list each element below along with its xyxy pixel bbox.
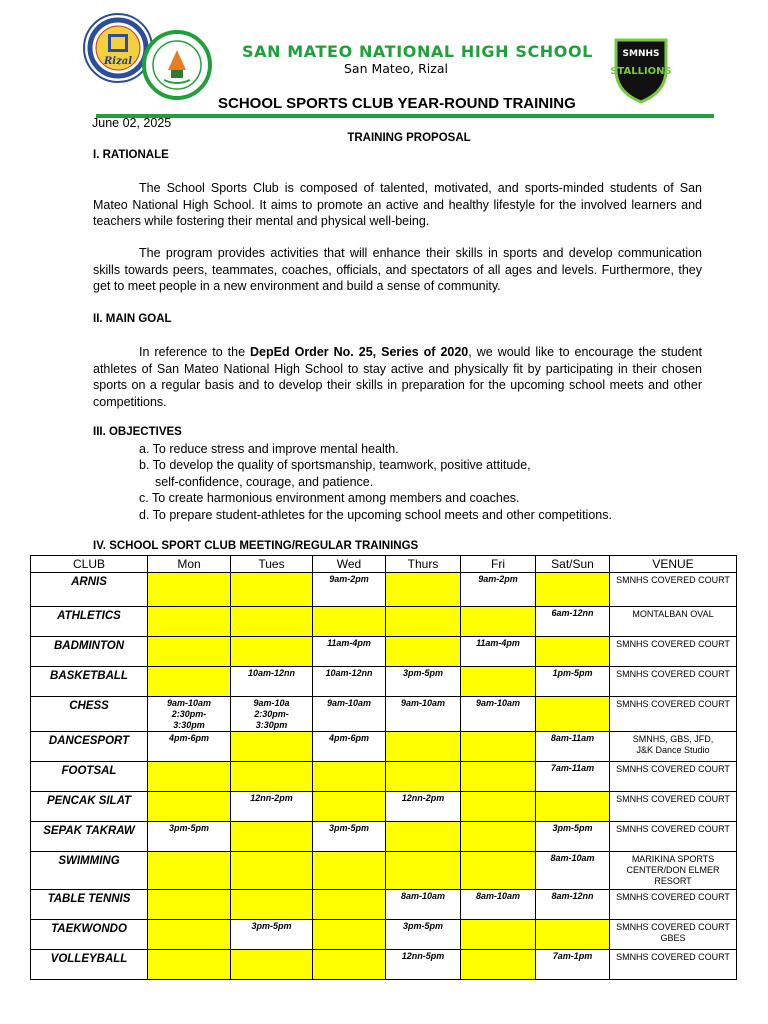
rationale-paragraph-2: The program provides activities that will enhance their skills in sports and develop communication skills towards peers, teammates, coaches, officials, and spectators of all ages and levels. Furthermore, they get to meet people in a new environment and build a sense of community. — [93, 246, 702, 293]
schedule-cell-time: 8am-11am — [536, 732, 610, 762]
school-location: San Mateo, Rizal — [344, 61, 448, 76]
schedule-cell-highlighted — [461, 732, 536, 762]
venue-cell: SMNHS COVERED COURT — [610, 792, 737, 822]
schedule-cell-highlighted — [148, 762, 231, 792]
schedule-cell-time: 4pm-6pm — [313, 732, 386, 762]
objective-a: a. To reduce stress and improve mental health. — [139, 442, 399, 456]
venue-cell: SMNHS COVERED COURT GBES — [610, 920, 737, 950]
schedule-cell-highlighted — [231, 762, 313, 792]
deped-order-reference: DepEd Order No. 25, Series of 2020 — [250, 345, 469, 359]
schedule-cell-time: 8am-10am — [536, 852, 610, 890]
club-name: SWIMMING — [31, 852, 148, 890]
schedule-cell-time: 3pm-5pm — [231, 920, 313, 950]
schedule-cell-time: 9am-2pm — [313, 573, 386, 607]
logo-right-text: STALLIONS — [610, 66, 672, 77]
venue-cell: SMNHS, GBS, JFD, J&K Dance Studio — [610, 732, 737, 762]
school-seal-icon — [142, 30, 212, 100]
schedule-cell-highlighted — [461, 792, 536, 822]
table-row — [31, 667, 737, 697]
schedule-cell-highlighted — [148, 667, 231, 697]
venue-cell: SMNHS COVERED COURT — [610, 667, 737, 697]
club-name: FOOTSAL — [31, 762, 148, 792]
venue-cell: MARIKINA SPORTS CENTER/DON ELMER RESORT — [610, 852, 737, 890]
schedule-cell-highlighted — [313, 792, 386, 822]
schedule-cell-highlighted — [386, 762, 461, 792]
venue-cell: SMNHS COVERED COURT — [610, 950, 737, 980]
club-name: BADMINTON — [31, 637, 148, 667]
table-row — [31, 697, 737, 732]
proposal-title: TRAINING PROPOSAL — [347, 132, 471, 144]
training-schedule-table — [30, 555, 737, 980]
table-row — [31, 950, 737, 980]
schedule-cell-highlighted — [148, 852, 231, 890]
table-row — [31, 890, 737, 920]
table-row — [31, 637, 737, 667]
school-name: SAN MATEO NATIONAL HIGH SCHOOL — [242, 42, 593, 61]
objective-b: b. To develop the quality of sportsmanship, teamwork, positive attitude, — [139, 458, 531, 472]
schedule-cell-time: 7am-11am — [536, 762, 610, 792]
schedule-cell-highlighted — [313, 762, 386, 792]
schedule-cell-time: 7am-1pm — [536, 950, 610, 980]
schedule-cell-time: 9am-10a 2:30pm- 3:30pm — [231, 697, 313, 732]
schedule-cell-highlighted — [313, 890, 386, 920]
venue-cell: SMNHS COVERED COURT — [610, 637, 737, 667]
schedule-cell-highlighted — [148, 950, 231, 980]
schedule-cell-highlighted — [461, 822, 536, 852]
schedule-cell-highlighted — [313, 852, 386, 890]
document-date: June 02, 2025 — [92, 116, 172, 130]
schedule-cell-highlighted — [231, 852, 313, 890]
schedule-cell-time: 6am-12nn — [536, 607, 610, 637]
schedule-heading: IV. SCHOOL SPORT CLUB MEETING/REGULAR TRAININGS — [93, 540, 419, 552]
schedule-cell-highlighted — [231, 890, 313, 920]
club-name: SEPAK TAKRAW — [31, 822, 148, 852]
schedule-column-wed: Wed — [313, 556, 386, 573]
schedule-cell-highlighted — [386, 822, 461, 852]
schedule-cell-highlighted — [461, 950, 536, 980]
schedule-cell-highlighted — [313, 950, 386, 980]
schedule-header-row — [31, 556, 737, 573]
schedule-column-club: CLUB — [31, 556, 148, 573]
schedule-cell-highlighted — [461, 667, 536, 697]
venue-cell: SMNHS COVERED COURT — [610, 762, 737, 792]
schedule-cell-highlighted — [386, 573, 461, 607]
objectives-heading: III. OBJECTIVES — [93, 426, 182, 438]
venue-cell: SMNHS COVERED COURT — [610, 697, 737, 732]
schedule-cell-time: 11am-4pm — [461, 637, 536, 667]
venue-cell: SMNHS COVERED COURT — [610, 573, 737, 607]
schedule-cell-highlighted — [536, 637, 610, 667]
schedule-cell-highlighted — [386, 637, 461, 667]
venue-cell: MONTALBAN OVAL — [610, 607, 737, 637]
schedule-cell-time: 3pm-5pm — [313, 822, 386, 852]
schedule-cell-highlighted — [231, 950, 313, 980]
rationale-heading: I. RATIONALE — [93, 149, 169, 161]
schedule-cell-highlighted — [148, 637, 231, 667]
schedule-cell-highlighted — [313, 920, 386, 950]
schedule-cell-time: 11am-4pm — [313, 637, 386, 667]
schedule-column-tues: Tues — [231, 556, 313, 573]
venue-cell: SMNHS COVERED COURT — [610, 822, 737, 852]
schedule-cell-highlighted — [148, 573, 231, 607]
document-title: SCHOOL SPORTS CLUB YEAR-ROUND TRAINING — [218, 95, 576, 112]
schedule-cell-highlighted — [148, 792, 231, 822]
table-row — [31, 852, 737, 890]
schedule-cell-highlighted — [536, 920, 610, 950]
table-row — [31, 573, 737, 607]
club-name: VOLLEYBALL — [31, 950, 148, 980]
logo-right-sub: SMNHS — [622, 49, 660, 59]
schedule-cell-highlighted — [148, 920, 231, 950]
schedule-cell-highlighted — [461, 762, 536, 792]
schedule-cell-highlighted — [386, 732, 461, 762]
schedule-cell-time: 12nn-2pm — [386, 792, 461, 822]
table-row — [31, 762, 737, 792]
schedule-cell-time: 3pm-5pm — [386, 920, 461, 950]
schedule-cell-time: 12nn-5pm — [386, 950, 461, 980]
schedule-cell-highlighted — [461, 920, 536, 950]
main-goal-paragraph: In reference to the DepEd Order No. 25, Series of 2020, we would like to encourage the student athletes of San Mateo National High School to stay active and physically fit by participating in their chosen sports on a regular basis and to develop their skills in preparation for the upcoming school meets and other competitions. — [93, 345, 702, 409]
schedule-cell-time: 8am-10am — [386, 890, 461, 920]
schedule-cell-highlighted — [386, 607, 461, 637]
schedule-cell-highlighted — [536, 792, 610, 822]
schedule-cell-time: 3pm-5pm — [536, 822, 610, 852]
schedule-cell-time: 1pm-5pm — [536, 667, 610, 697]
table-row — [31, 732, 737, 762]
schedule-cell-time: 9am-10am — [461, 697, 536, 732]
schedule-cell-highlighted — [461, 852, 536, 890]
schedule-cell-highlighted — [231, 637, 313, 667]
schedule-cell-time: 10am-12nn — [313, 667, 386, 697]
table-row — [31, 920, 737, 950]
schedule-cell-time: 9am-10am — [386, 697, 461, 732]
schedule-cell-highlighted — [148, 607, 231, 637]
rationale-paragraph-1: The School Sports Club is composed of talented, motivated, and sports-minded students of San Mateo National High School. It aims to promote an active and healthy lifestyle for the involved learners and teachers while fostering their mental and physical well-being. — [93, 181, 702, 228]
schedule-cell-highlighted — [313, 607, 386, 637]
schedule-cell-time: 9am-10am 2:30pm- 3:30pm — [148, 697, 231, 732]
schedule-column-venue: VENUE — [610, 556, 737, 573]
schedule-cell-highlighted — [536, 573, 610, 607]
club-name: TABLE TENNIS — [31, 890, 148, 920]
objective-b-continued: self-confidence, courage, and patience. — [155, 475, 374, 489]
schedule-column-sat-sun: Sat/Sun — [536, 556, 610, 573]
schedule-cell-highlighted — [386, 852, 461, 890]
schedule-cell-time: 10am-12nn — [231, 667, 313, 697]
schedule-cell-time: 9am-2pm — [461, 573, 536, 607]
club-name: PENCAK SILAT — [31, 792, 148, 822]
objective-c: c. To create harmonious environment among members and coaches. — [139, 491, 520, 505]
club-name: ATHLETICS — [31, 607, 148, 637]
schedule-cell-highlighted — [231, 732, 313, 762]
schedule-cell-time: 3pm-5pm — [386, 667, 461, 697]
schedule-cell-highlighted — [536, 697, 610, 732]
club-name: TAEKWONDO — [31, 920, 148, 950]
schedule-cell-highlighted — [231, 607, 313, 637]
table-row — [31, 792, 737, 822]
schedule-column-fri: Fri — [461, 556, 536, 573]
objective-d: d. To prepare student-athletes for the upcoming school meets and other competitions. — [139, 508, 612, 522]
table-row — [31, 822, 737, 852]
club-name: BASKETBALL — [31, 667, 148, 697]
schedule-column-mon: Mon — [148, 556, 231, 573]
schedule-cell-time: 4pm-6pm — [148, 732, 231, 762]
schedule-column-thurs: Thurs — [386, 556, 461, 573]
header-divider — [96, 114, 714, 118]
schedule-cell-highlighted — [231, 822, 313, 852]
schedule-cell-highlighted — [461, 607, 536, 637]
club-name: DANCESPORT — [31, 732, 148, 762]
schedule-cell-highlighted — [231, 573, 313, 607]
schedule-cell-highlighted — [148, 890, 231, 920]
schedule-cell-time: 9am-10am — [313, 697, 386, 732]
schedule-cell-time: 3pm-5pm — [148, 822, 231, 852]
club-name: CHESS — [31, 697, 148, 732]
table-row — [31, 607, 737, 637]
stallions-club-logo-icon — [606, 30, 676, 105]
schedule-cell-time: 8am-12nn — [536, 890, 610, 920]
main-goal-heading: II. MAIN GOAL — [93, 313, 172, 325]
venue-cell: SMNHS COVERED COURT — [610, 890, 737, 920]
club-name: ARNIS — [31, 573, 148, 607]
schedule-cell-time: 8am-10am — [461, 890, 536, 920]
schedule-cell-time: 12nn-2pm — [231, 792, 313, 822]
logo-left-text: Rizal — [103, 56, 133, 67]
